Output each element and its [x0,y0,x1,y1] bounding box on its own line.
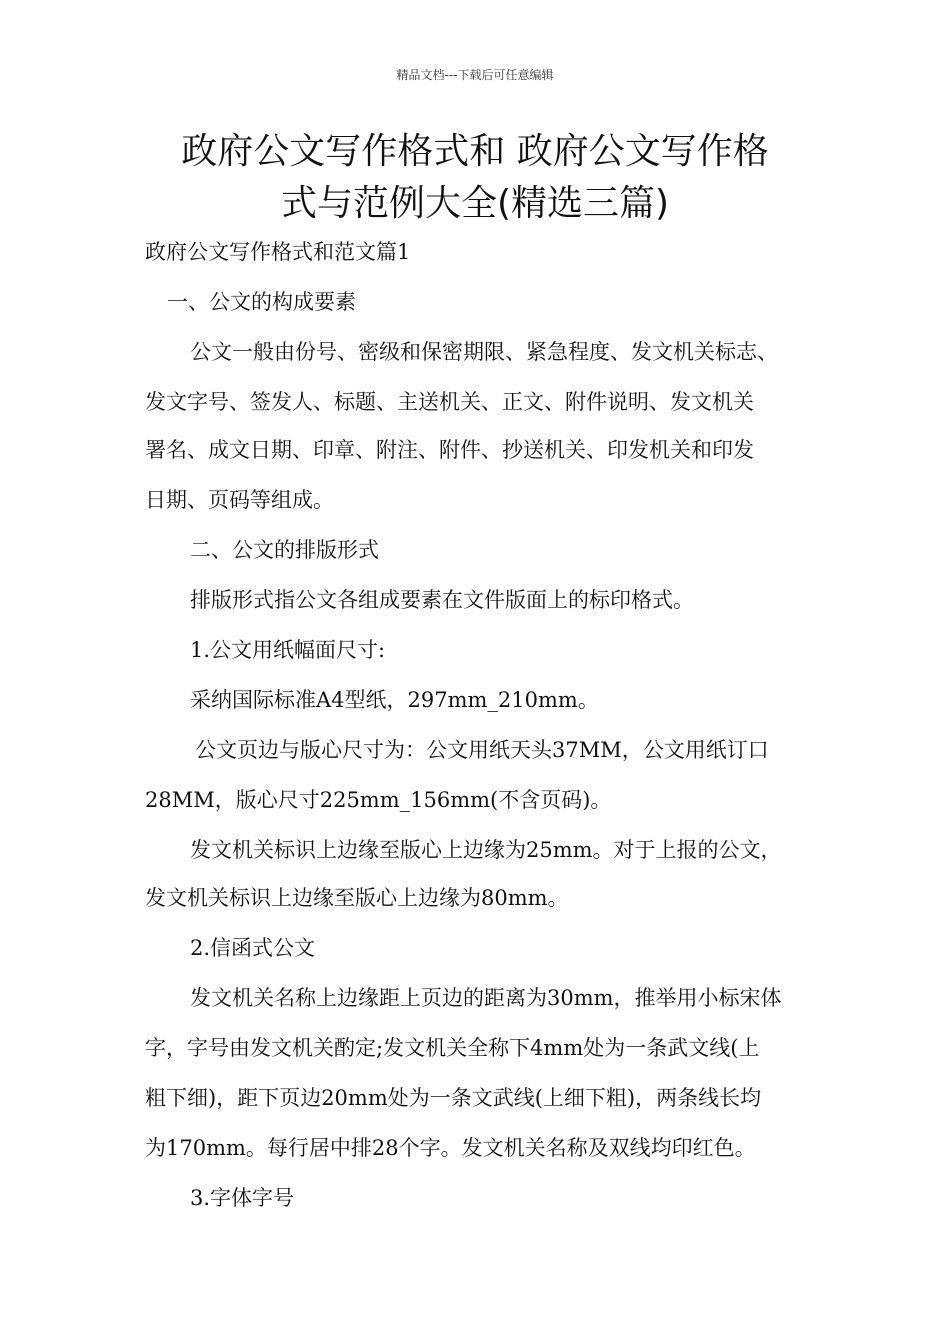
paragraph-line: 发文机关名称上边缘距上页边的距离为30mm，推举用小标宋体 [190,986,782,1010]
paragraph-line: 为170mm。每行居中排28个字。发文机关名称及双线均印红色。 [145,1136,756,1160]
subheading-2: 二、公文的排版形式 [190,538,379,562]
paragraph-line: 采纳国际标准A4型纸，297mm_210mm。 [190,688,599,712]
paragraph-line: 28MM，版心尺寸225mm_156mm(不含页码)。 [145,788,612,812]
document-title-line-2: 式与范例大全(精选三篇) [280,183,670,224]
subheading-1: 一、公文的构成要素 [167,290,356,314]
document-title-line-1: 政府公文写作格式和 政府公文写作格 [181,131,769,172]
numbered-item-3: 3.字体字号 [190,1186,295,1210]
paragraph-line: 日期、页码等组成。 [145,488,334,512]
paragraph-line: 发文字号、签发人、标题、主送机关、正文、附件说明、发文机关 [145,390,754,414]
numbered-item-2: 2.信函式公文 [190,936,316,960]
paragraph-line: 发文机关标识上边缘至版心上边缘为25mm。对于上报的公文， [190,838,782,862]
paragraph-line: 字，字号由发文机关酌定;发文机关全称下4mm处为一条武文线(上 [145,1036,760,1060]
paragraph-line: 公文一般由份号、密级和保密期限、紧急程度、发文机关标志、 [190,340,778,364]
paragraph-line: 公文页边与版心尺寸为：公文用纸天头37MM，公文用纸订口 [195,738,769,762]
paragraph-line: 发文机关标识上边缘至版心上边缘为80mm。 [145,886,569,910]
paragraph-line: 排版形式指公文各组成要素在文件版面上的标印格式。 [190,588,694,612]
paragraph-line: 署名、成文日期、印章、附注、附件、抄送机关、印发机关和印发 [145,438,754,462]
paragraph-line: 粗下细)，距下页边20mm处为一条文武线(上细下粗)，两条线长均 [145,1086,762,1110]
numbered-item-1: 1.公文用纸幅面尺寸: [190,638,386,662]
header-note: 精品文档---下载后可任意编辑 [396,68,554,82]
section-heading: 政府公文写作格式和范文篇1 [145,240,411,264]
